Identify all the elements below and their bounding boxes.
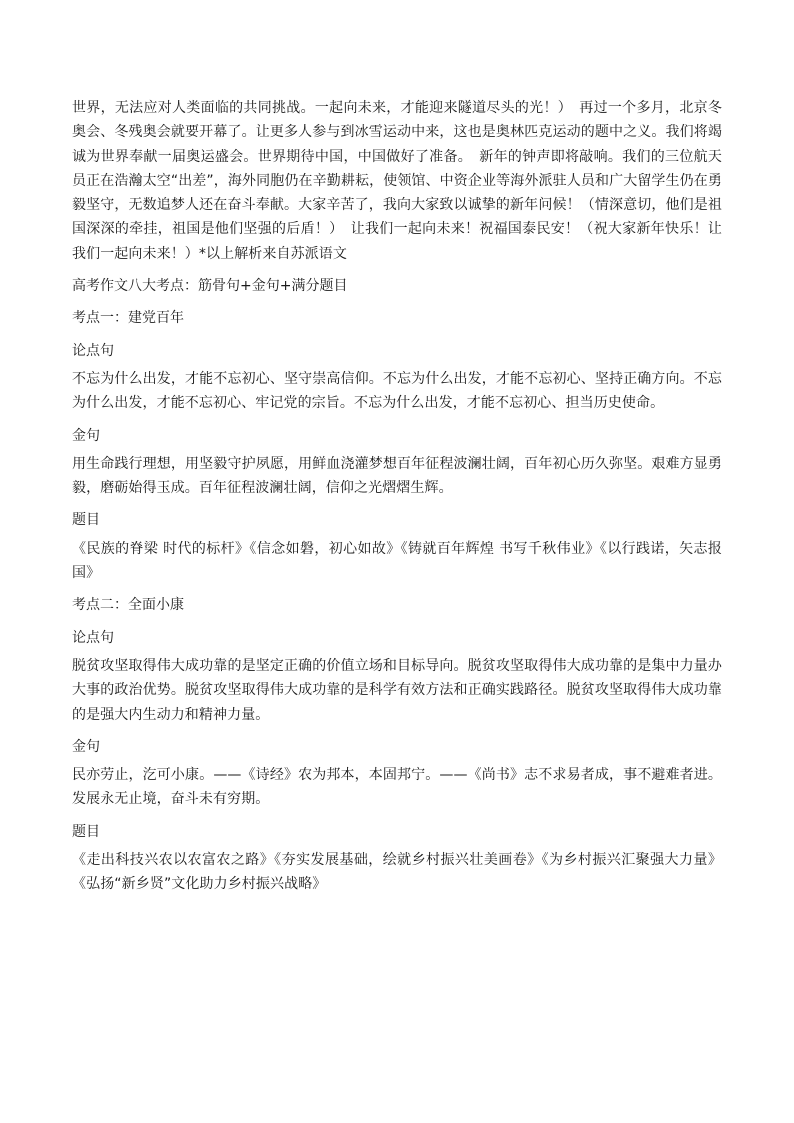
- quote-label: 金句: [72, 738, 100, 755]
- topic-title: 考点一：建党百年: [72, 310, 184, 327]
- thesis-label: 论点句: [72, 629, 114, 646]
- topic-title: 考点二：全面小康: [72, 597, 184, 614]
- thesis-text: 脱贫攻坚取得伟大成功靠的是坚定正确的价值立场和目标导向。脱贫攻坚取得伟大成功靠的是集中力量办大事的政治优势。脱贫攻坚取得伟大成功靠的是科学有效方法和正确实践路径。脱贫攻坚取得伟大成功靠的是强大内生动力和精神力量。: [72, 657, 722, 723]
- quote-label: 金句: [72, 427, 100, 444]
- title-text: 《走出科技兴农以农富农之路》《夯实发展基础，绘就乡村振兴壮美画卷》《为乡村振兴汇聚强大力量》《弘扬“新乡贤”文化助力乡村振兴战略》: [72, 852, 722, 893]
- title-label: 题目: [72, 512, 100, 529]
- quote-text: 民亦劳止，汔可小康。——《诗经》农为邦本，本固邦宁。——《尚书》志不求易者成，事不避难者进。发展永无止境，奋斗未有穷期。: [72, 767, 722, 808]
- thesis-text: 不忘为什么出发，才能不忘初心、坚守崇高信仰。不忘为什么出发，才能不忘初心、坚持正确方向。不忘为什么出发，才能不忘初心、牢记党的宗旨。不忘为什么出发，才能不忘初心、担当历史使命。: [72, 370, 722, 412]
- thesis-label: 论点句: [72, 342, 114, 359]
- title-text: 《民族的脊梁 时代的标杆》《信念如磐，初心如故》《铸就百年辉煌 书写千秋伟业》《以行践诺，矢志报国》: [72, 540, 722, 582]
- intro-paragraph: 世界，无法应对人类面临的共同挑战。一起向未来，才能迎来隧道尽头的光！） 再过一个多月，北京冬奥会、冬残奥会就要开幕了。让更多人参与到冰雪运动中来，这也是奥林匹克运动的题中之义。我们将竭诚为世界奉献一届奥运盛会。世界期待中国，中国做好了准备。 新年的钟声即将敲响。我们的三位航天员正在浩瀚太空“出差”，海外同胞仍在辛勤耕耘，使领馆、中资企业等海外派驻人员和广大留学生仍在勇毅坚守，无数追梦人还在奋斗奉献。大家辛苦了，我向大家致以诚挚的新年问候！（情深意切，他们是祖国深深的牵挂，祖国是他们坚强的后盾！） 让我们一起向未来！祝福国泰民安！（祝大家新年快乐！让我们一起向未来！）*以上解析来自苏派语文: [72, 100, 722, 262]
- quote-text: 用生命践行理想，用坚毅守护夙愿，用鲜血浇灌梦想百年征程波澜壮阔，百年初心历久弥坚。艰难方显勇毅，磨砺始得玉成。百年征程波澜壮阔，信仰之光熠熠生辉。: [72, 455, 722, 497]
- title-label: 题目: [72, 823, 100, 840]
- topic-moderate-prosperity: [72, 593, 722, 896]
- section-title: 高考作文八大考点：筋骨句+金句+满分题目: [72, 278, 348, 295]
- topic-party-centenary: [72, 306, 722, 585]
